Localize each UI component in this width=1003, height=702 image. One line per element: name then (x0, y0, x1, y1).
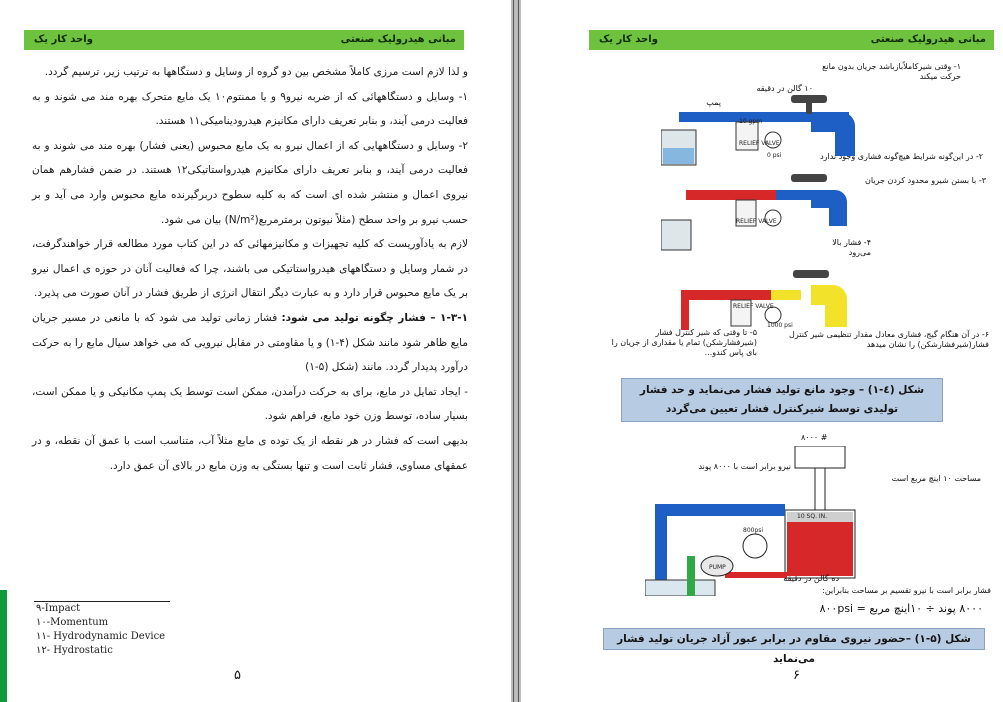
paragraph: ۱- وسایل و دستگاههائی که از ضربه نیرو۹ و یا ممنتوم۱۰ یک مایع متحرک بهره مند می شوند و به فعالیت درمی آیند، و بنابر تعریف دارای مکانیزم هیدرودینامیکی۱۱ هستند. (32, 90, 468, 128)
section-text: فشار زمانی تولید می شود که با مانعی در مسیر جریان مایع ظاهر شود مانند شکل (۴-۱) و یا مقاومتی در مقابل نیرویی که می خواهد سیال مایع را به حرکت درآورد پدیدار گردد. مانند (شکل (۵-۱) (32, 311, 468, 374)
header-unit: واحد کار یک (599, 34, 658, 45)
header-title: مبانی هیدرولیک صنعتی (870, 34, 986, 45)
area-diagram-label: 10 SQ. IN. (797, 513, 828, 520)
force-label: نیرو برابر است با ۸۰۰۰ پوند (698, 462, 791, 471)
footnote: ۱۲- Hydrostatic (36, 645, 113, 656)
calc-formula: ۸۰۰۰ پوند ÷ ۱۰اینچ مربع = ۸۰۰psi (819, 602, 983, 615)
pump-label: پمپ (706, 98, 721, 107)
page-number: ۵ (234, 668, 241, 683)
footnotes (36, 602, 165, 658)
figure-1-5-caption: شکل (۵-۱) –حضور نیروی مقاوم در برابر عبور آزاد جریان تولید فشار می‌نماید (603, 628, 985, 650)
calc-text: فشار برابر است با نیرو تقسیم بر مساحت بنابراین: (822, 586, 991, 595)
annotation-3: ۳- با بستن شیرو محدود کردن جریان (865, 176, 986, 185)
annotation-1: ۱- وقتی شیرکاملاًبازباشد جریان بدون مانع حرکت میکند (822, 62, 961, 81)
flow-rate-label: ۱۰ گالن در دقیقه (756, 84, 813, 93)
page-header (24, 30, 464, 50)
paragraph: - ایجاد تمایل در مایع، برای به حرکت درآمدن، ممکن است توسط یک پمپ مکانیکی و یا ممکن است، بسیار ساده، توسط وزن خود مایع، فراهم شود. (32, 385, 468, 423)
paragraph: لازم به یادآوریست که کلیه تجهیزات و مکانیزمهائی که در این کتاب مورد مطالعه قرار خواهندگرفت، در شمار وسایل و دستگاههای هیدرواستاتیکی می باشند، چرا که فعالیت آنان در حوزه ی اعمال نیرو بر یک مایع محبوس قرار دارد و به عبارت دیگر انتقال انرژی از طریق فشار در آنان صورت می پذیرد. (32, 238, 468, 300)
book-gutter (511, 0, 521, 702)
side-accent-bar (0, 590, 7, 702)
footnote: ۱۱- Hydrodynamic Device (36, 631, 166, 642)
area-label: مساحت ۱۰ اینچ مربع است (891, 474, 981, 483)
annotation-5: ۵- تا وقتی که شیر کنترل فشار (شیرفشارشکن) تمام یا مقداری از جریان را بای پاس کندو... (611, 328, 757, 357)
paragraph: ۲- وسایل و دستگاههایی که از اعمال نیرو به یک مایع محبوس (یعنی فشار) بهره مند می شوند و به فعالیت درمی آیند، و بنابر تعریف دارای مکانیزم هیدرواستاتیکی۱۲ هستند. در ضمن فشارهم همان نیروی اعمال و منتشر شده ای است که به کلیه سطوح دربرگیرنده مایع محبوس وارد می آید و بر حسب نیرو بر واحد سطح (مثلاً نیوتون برمترمربع(N/m²) بیان می شود. (32, 139, 468, 226)
relief-valve-label: RELIEF VALVE (736, 218, 777, 225)
footnote: ۱۰-Momentum (36, 617, 109, 628)
figure-1-4-caption: شکل (٤-١) – وجود مانع تولید فشار می‌نماید و حد فشار تولیدی توسط شیرکنترل فشار تعیین می‌گردد (621, 378, 943, 422)
stage-relief-bypass (681, 270, 847, 330)
page-number: ۶ (793, 668, 800, 683)
gauge-zero-label: 0 psi (767, 152, 782, 159)
flow-label: ده گالن در دقیقه (783, 574, 839, 583)
gpm-label: 10 gpm (739, 118, 763, 125)
page-header (589, 30, 994, 50)
header-title: مبانی هیدرولیک صنعتی (340, 34, 456, 45)
annotation-4: ۴- فشار بالا می‌رود (832, 238, 871, 257)
paragraph: و لذا لازم است مرزی کاملاً مشخص بین دو گروه از وسایل و دستگاهها به ترتیب زیر، ترسیم گردد. (44, 66, 468, 78)
section-heading: ۱-۳-۱ – فشار چگونه تولید می شود: (281, 311, 468, 324)
weight-label: ۸۰۰۰ # (801, 433, 828, 442)
pump-diagram-label: PUMP (709, 564, 726, 571)
body-text (32, 60, 468, 478)
paragraph: بدیهی است که فشار در هر نقطه از یک توده ی مایع مثلاً آب، متناسب است با عمق آن نقطه، و در عمقهای مساوی، فشار ثابت است و تنها بستگی به وزن مایع در بالای آن عمق دارد. (32, 434, 468, 472)
gauge-1000-label: 1000 psi (767, 322, 793, 329)
footnote: ۹-Impact (36, 603, 81, 614)
gauge-800-label: 800psi (743, 527, 764, 534)
annotation-2: ۲- در این‌گونه شرایط هیچ‌گونه فشاری وجود ندارد (820, 152, 983, 161)
section-paragraph (32, 306, 468, 380)
annotation-6: ۶- در آن هنگام گیج، فشاری معادل مقدار تنظیمی شیر کنترل فشار(شیرفشارشکن) را نشان میدهد (789, 330, 989, 349)
header-unit: واحد کار یک (34, 34, 93, 45)
right-page (521, 0, 1003, 702)
relief-valve-label: RELIEF VALVE (733, 303, 774, 310)
relief-valve-label: RELIEF VALVE (739, 140, 780, 147)
